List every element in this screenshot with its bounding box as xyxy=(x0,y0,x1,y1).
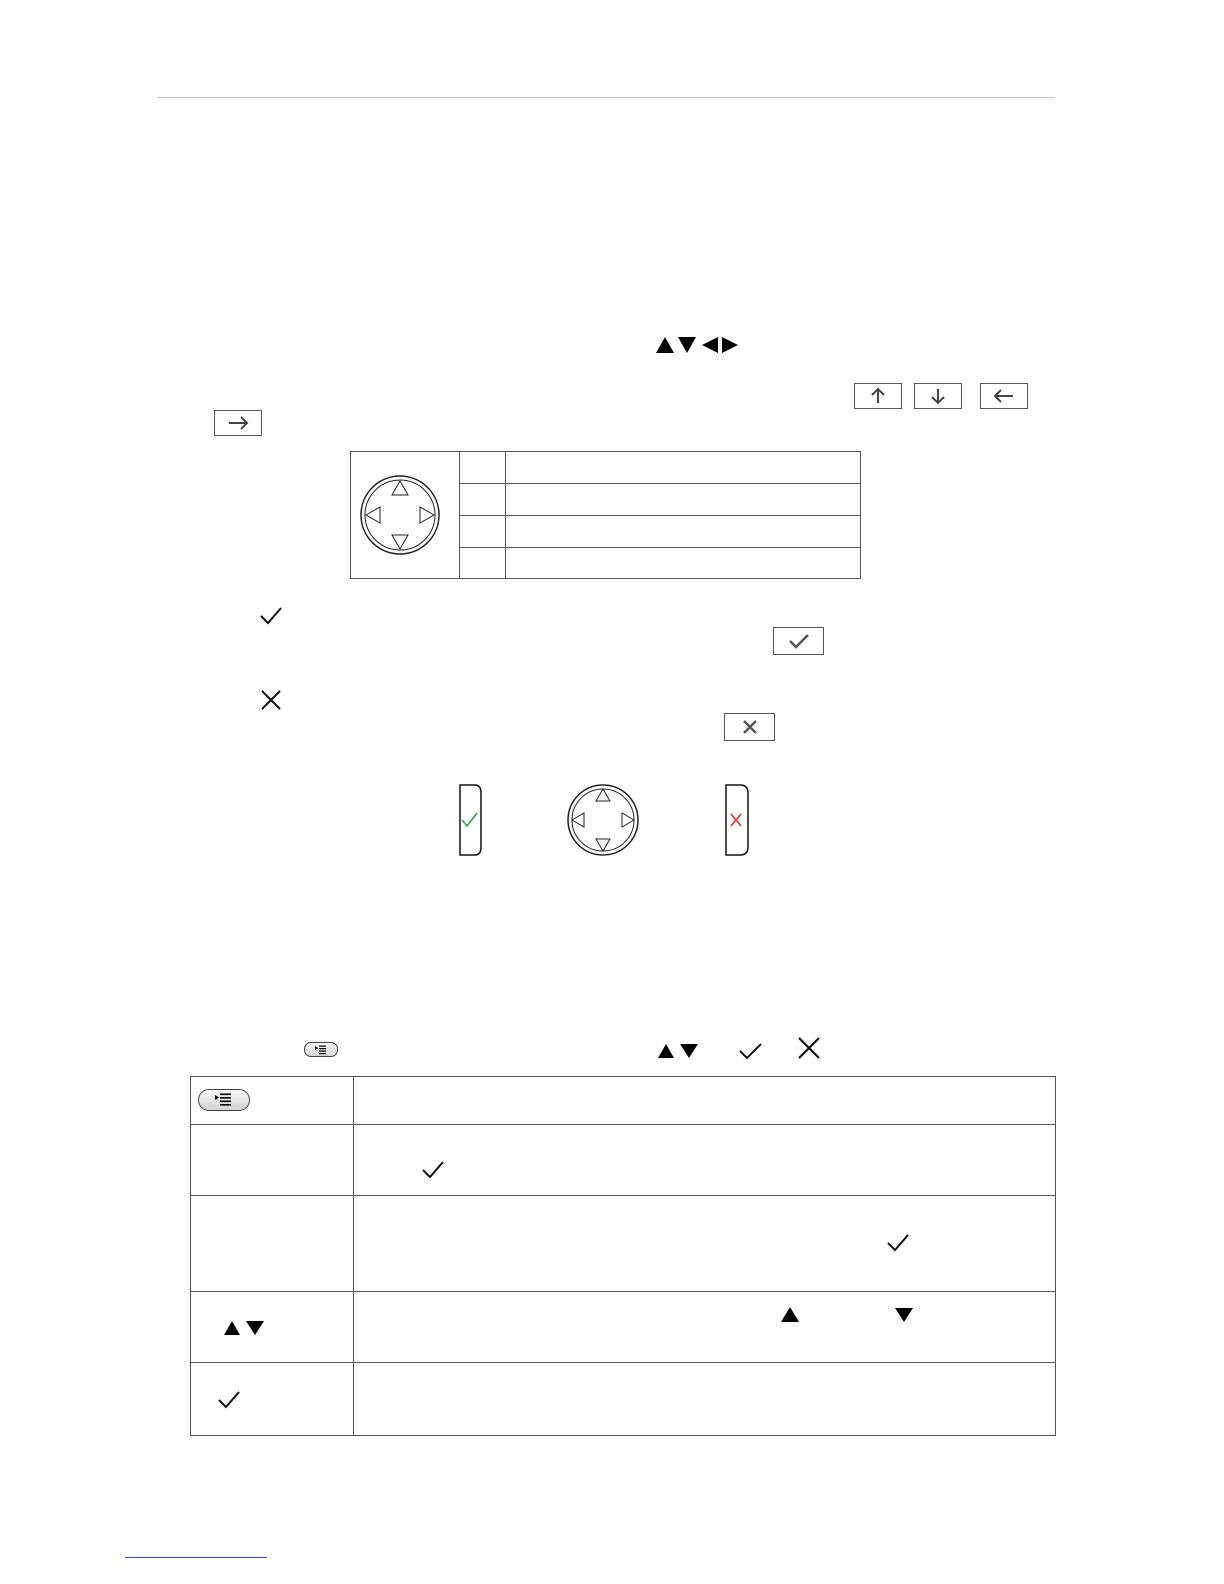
table-row xyxy=(459,547,860,579)
arrow-up-icon xyxy=(868,386,888,406)
table-row xyxy=(459,452,860,483)
close-icon xyxy=(259,688,283,712)
triangle-right-icon xyxy=(722,337,738,353)
check-icon xyxy=(738,1040,764,1062)
menu-key-icon xyxy=(304,1042,338,1057)
key-down-button[interactable] xyxy=(914,383,962,409)
table-row xyxy=(459,515,860,547)
table-row xyxy=(191,1291,1055,1363)
menu-key-table xyxy=(190,1076,1056,1436)
table-row xyxy=(191,1195,1055,1292)
check-key-button[interactable] xyxy=(773,627,824,655)
check-icon xyxy=(420,1159,446,1181)
table-row xyxy=(191,1077,1055,1124)
menu-key-icon xyxy=(198,1089,250,1111)
up-down-triangles-icon xyxy=(222,1319,266,1337)
header-rule xyxy=(157,97,1055,98)
triangle-down-icon xyxy=(894,1306,914,1324)
close-icon xyxy=(741,718,759,736)
up-down-triangles-icon xyxy=(656,1042,700,1060)
triangle-down-icon xyxy=(678,337,696,353)
arrow-right-icon xyxy=(226,413,250,433)
arrow-down-icon xyxy=(928,386,948,406)
check-icon xyxy=(258,605,284,627)
check-icon xyxy=(216,1389,242,1411)
close-icon xyxy=(796,1035,822,1061)
triangle-up-icon xyxy=(656,337,674,353)
table-row xyxy=(459,483,860,515)
key-right-button[interactable] xyxy=(214,410,262,436)
arrow-left-icon xyxy=(992,386,1016,406)
key-left-button[interactable] xyxy=(980,383,1028,409)
table-row xyxy=(191,1124,1055,1196)
triangle-left-icon xyxy=(702,337,718,353)
cancel-key-illustration xyxy=(724,783,750,857)
check-icon xyxy=(885,1232,911,1254)
navigation-pad-cell xyxy=(351,452,460,578)
accept-key-illustration xyxy=(457,783,483,857)
key-up-button[interactable] xyxy=(854,383,902,409)
triangle-up-icon xyxy=(780,1306,800,1324)
page-link[interactable] xyxy=(125,1557,267,1558)
cancel-key-button[interactable] xyxy=(724,713,775,741)
navigation-pad-icon xyxy=(566,783,640,857)
check-icon xyxy=(787,632,811,650)
navigation-key-table xyxy=(350,451,861,579)
navigation-pad-illustration xyxy=(566,783,640,857)
arrow-keys-icon-group xyxy=(654,335,740,355)
table-row xyxy=(191,1362,1055,1436)
navigation-pad-icon xyxy=(351,452,459,578)
